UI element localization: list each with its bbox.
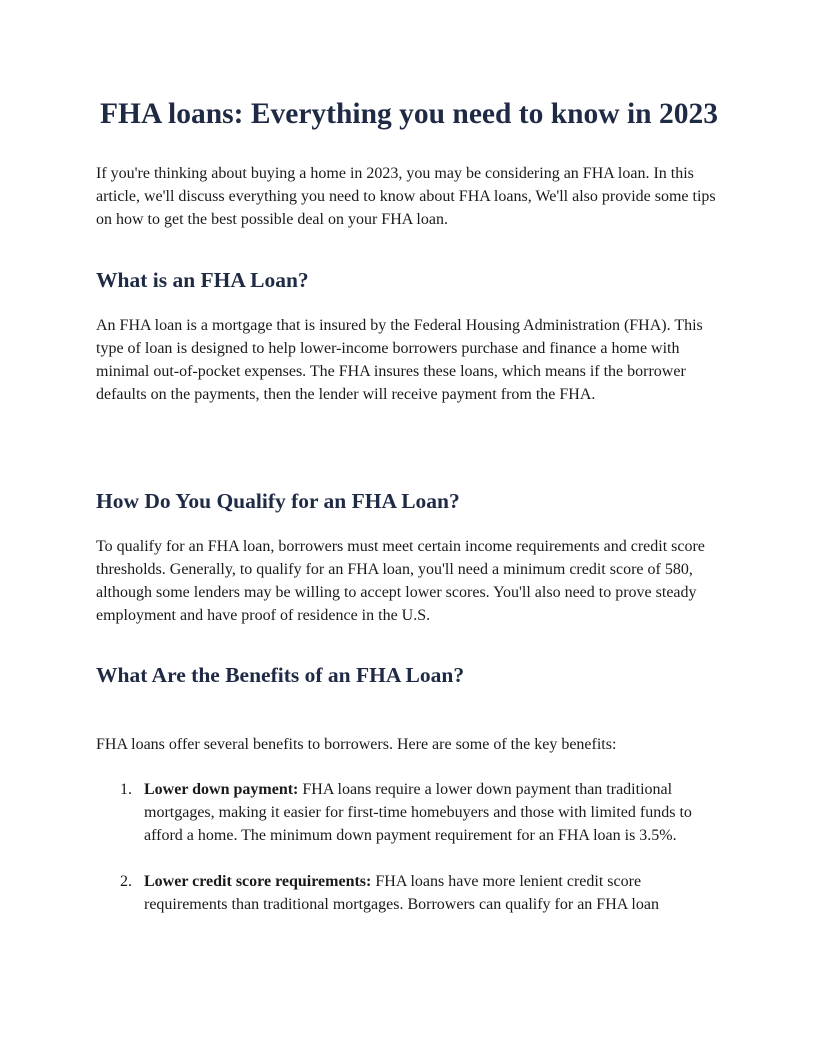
benefits-list — [96, 778, 722, 939]
benefit-title: Lower credit score requirements: — [144, 873, 372, 890]
list-item-number: 1. — [120, 781, 132, 798]
section-heading-benefits: What Are the Benefits of an FHA Loan? — [96, 663, 465, 687]
section-body-benefits: FHA loans offer several benefits to borrowers. Here are some of the key benefits: — [96, 736, 617, 753]
list-item — [96, 870, 722, 916]
benefit-text: FHA loans require a lower down payment than traditional mortgages, making it easier for first-time homebuyers and those with limited funds to afford a home. The minimum down payment requirement for an FHA loan is 3.5%. — [144, 781, 692, 844]
list-item — [96, 778, 722, 847]
intro-paragraph: If you're thinking about buying a home in 2023, you may be considering an FHA loan. In this article, we'll discuss everything you need to know about FHA loans, We'll also provide some tips on how to get the best possible deal on your FHA loan. — [96, 165, 716, 228]
section-body-what-is: An FHA loan is a mortgage that is insured by the Federal Housing Administration (FHA). This type of loan is designed to help lower-income borrowers purchase and finance a home with minimal out-of-pocket expenses. The FHA insures these loans, which means if the borrower defaults on the payments, then the lender will receive payment from the FHA. — [96, 317, 703, 403]
benefit-title: Lower down payment: — [144, 781, 299, 798]
section-heading-what-is: What is an FHA Loan? — [96, 268, 309, 292]
benefit-text: FHA loans have more lenient credit score requirements than traditional mortgages. Borrowers can qualify for an FHA loan — [144, 873, 659, 913]
document-title: FHA loans: Everything you need to know in 2023 — [100, 98, 718, 130]
list-item-number: 2. — [120, 873, 132, 890]
section-heading-qualify: How Do You Qualify for an FHA Loan? — [96, 489, 460, 513]
section-body-qualify: To qualify for an FHA loan, borrowers must meet certain income requirements and credit score thresholds. Generally, to qualify for an FHA loan, you'll need a minimum credit score of 580, although some lenders may be willing to accept lower scores. You'll also need to prove steady employment and have proof of residence in the U.S. — [96, 538, 705, 624]
